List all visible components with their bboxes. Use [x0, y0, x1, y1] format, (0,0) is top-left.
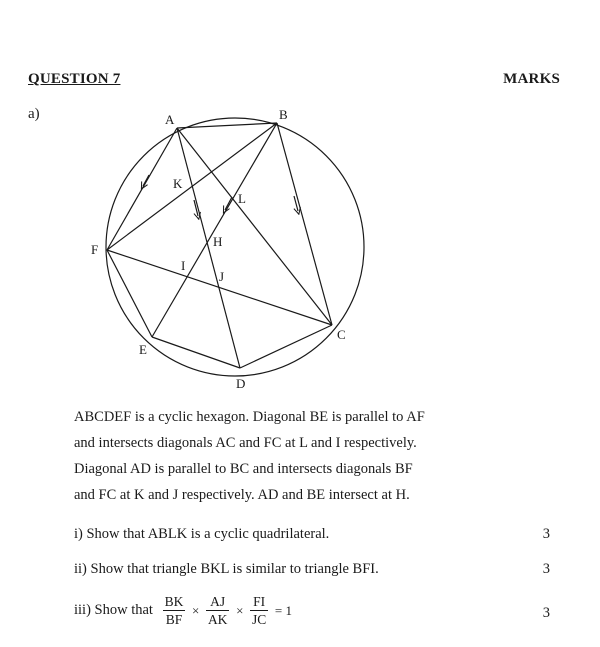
question-title: QUESTION 7	[28, 71, 121, 87]
label-b: B	[279, 107, 288, 122]
point-labels	[91, 107, 346, 391]
question-i-marks: 3	[542, 526, 550, 542]
label-d: D	[236, 376, 246, 391]
label-a: A	[165, 112, 175, 127]
fraction-denominator: BF	[165, 612, 183, 627]
edge-cd	[240, 325, 332, 368]
fraction-denominator: AK	[207, 612, 228, 627]
label-i: I	[181, 258, 186, 273]
statement-line: and intersects diagonals AC and FC at L and I respectively.	[74, 435, 417, 451]
times-sign: ×	[236, 602, 244, 618]
line-ad	[177, 128, 240, 368]
fraction-numerator: BK	[164, 594, 184, 609]
question-ii: ii) Show that triangle BKL is similar to triangle BFI.	[74, 561, 379, 577]
question-iii-marks: 3	[542, 605, 550, 621]
statement-line: and FC at K and J respectively. AD and BE intersect at H.	[74, 487, 410, 503]
fraction-numerator: AJ	[206, 593, 230, 611]
label-l: L	[238, 191, 246, 206]
label-c: C	[337, 327, 346, 342]
fraction-denominator: JC	[252, 612, 267, 627]
line-ac	[177, 128, 332, 325]
question-iii	[74, 593, 295, 628]
question-iii-prefix: iii) Show that	[74, 602, 153, 618]
arrow-be	[225, 197, 232, 210]
edge-de	[152, 337, 240, 368]
label-f: F	[91, 242, 99, 257]
question-i: i) Show that ABLK is a cyclic quadrilateral.	[74, 526, 330, 542]
problem-statement	[74, 404, 494, 508]
arrow-af	[143, 175, 149, 186]
part-label: a)	[28, 106, 40, 122]
statement-line: Diagonal AD is parallel to BC and intersects diagonals BF	[74, 461, 413, 477]
label-j: J	[219, 269, 225, 284]
statement-line: ABCDEF is a cyclic hexagon. Diagonal BE is parallel to AF	[74, 409, 425, 425]
equals-one: = 1	[274, 602, 293, 618]
times-sign: ×	[191, 602, 200, 618]
label-k: K	[173, 176, 183, 191]
question-ii-marks: 3	[542, 561, 550, 577]
label-h: H	[213, 234, 223, 249]
fraction-numerator: FI	[250, 593, 268, 611]
line-fc	[107, 250, 332, 325]
label-e: E	[139, 342, 147, 357]
line-bf	[107, 123, 277, 250]
line-be	[152, 123, 277, 337]
fraction-aj-ak	[206, 593, 230, 628]
fraction-bk-bf	[163, 593, 186, 628]
parallel-arrows	[143, 175, 298, 216]
marks-heading: MARKS	[503, 71, 560, 87]
line-af	[107, 128, 177, 250]
circumcircle	[106, 118, 364, 376]
fraction-fi-jc	[250, 593, 268, 628]
